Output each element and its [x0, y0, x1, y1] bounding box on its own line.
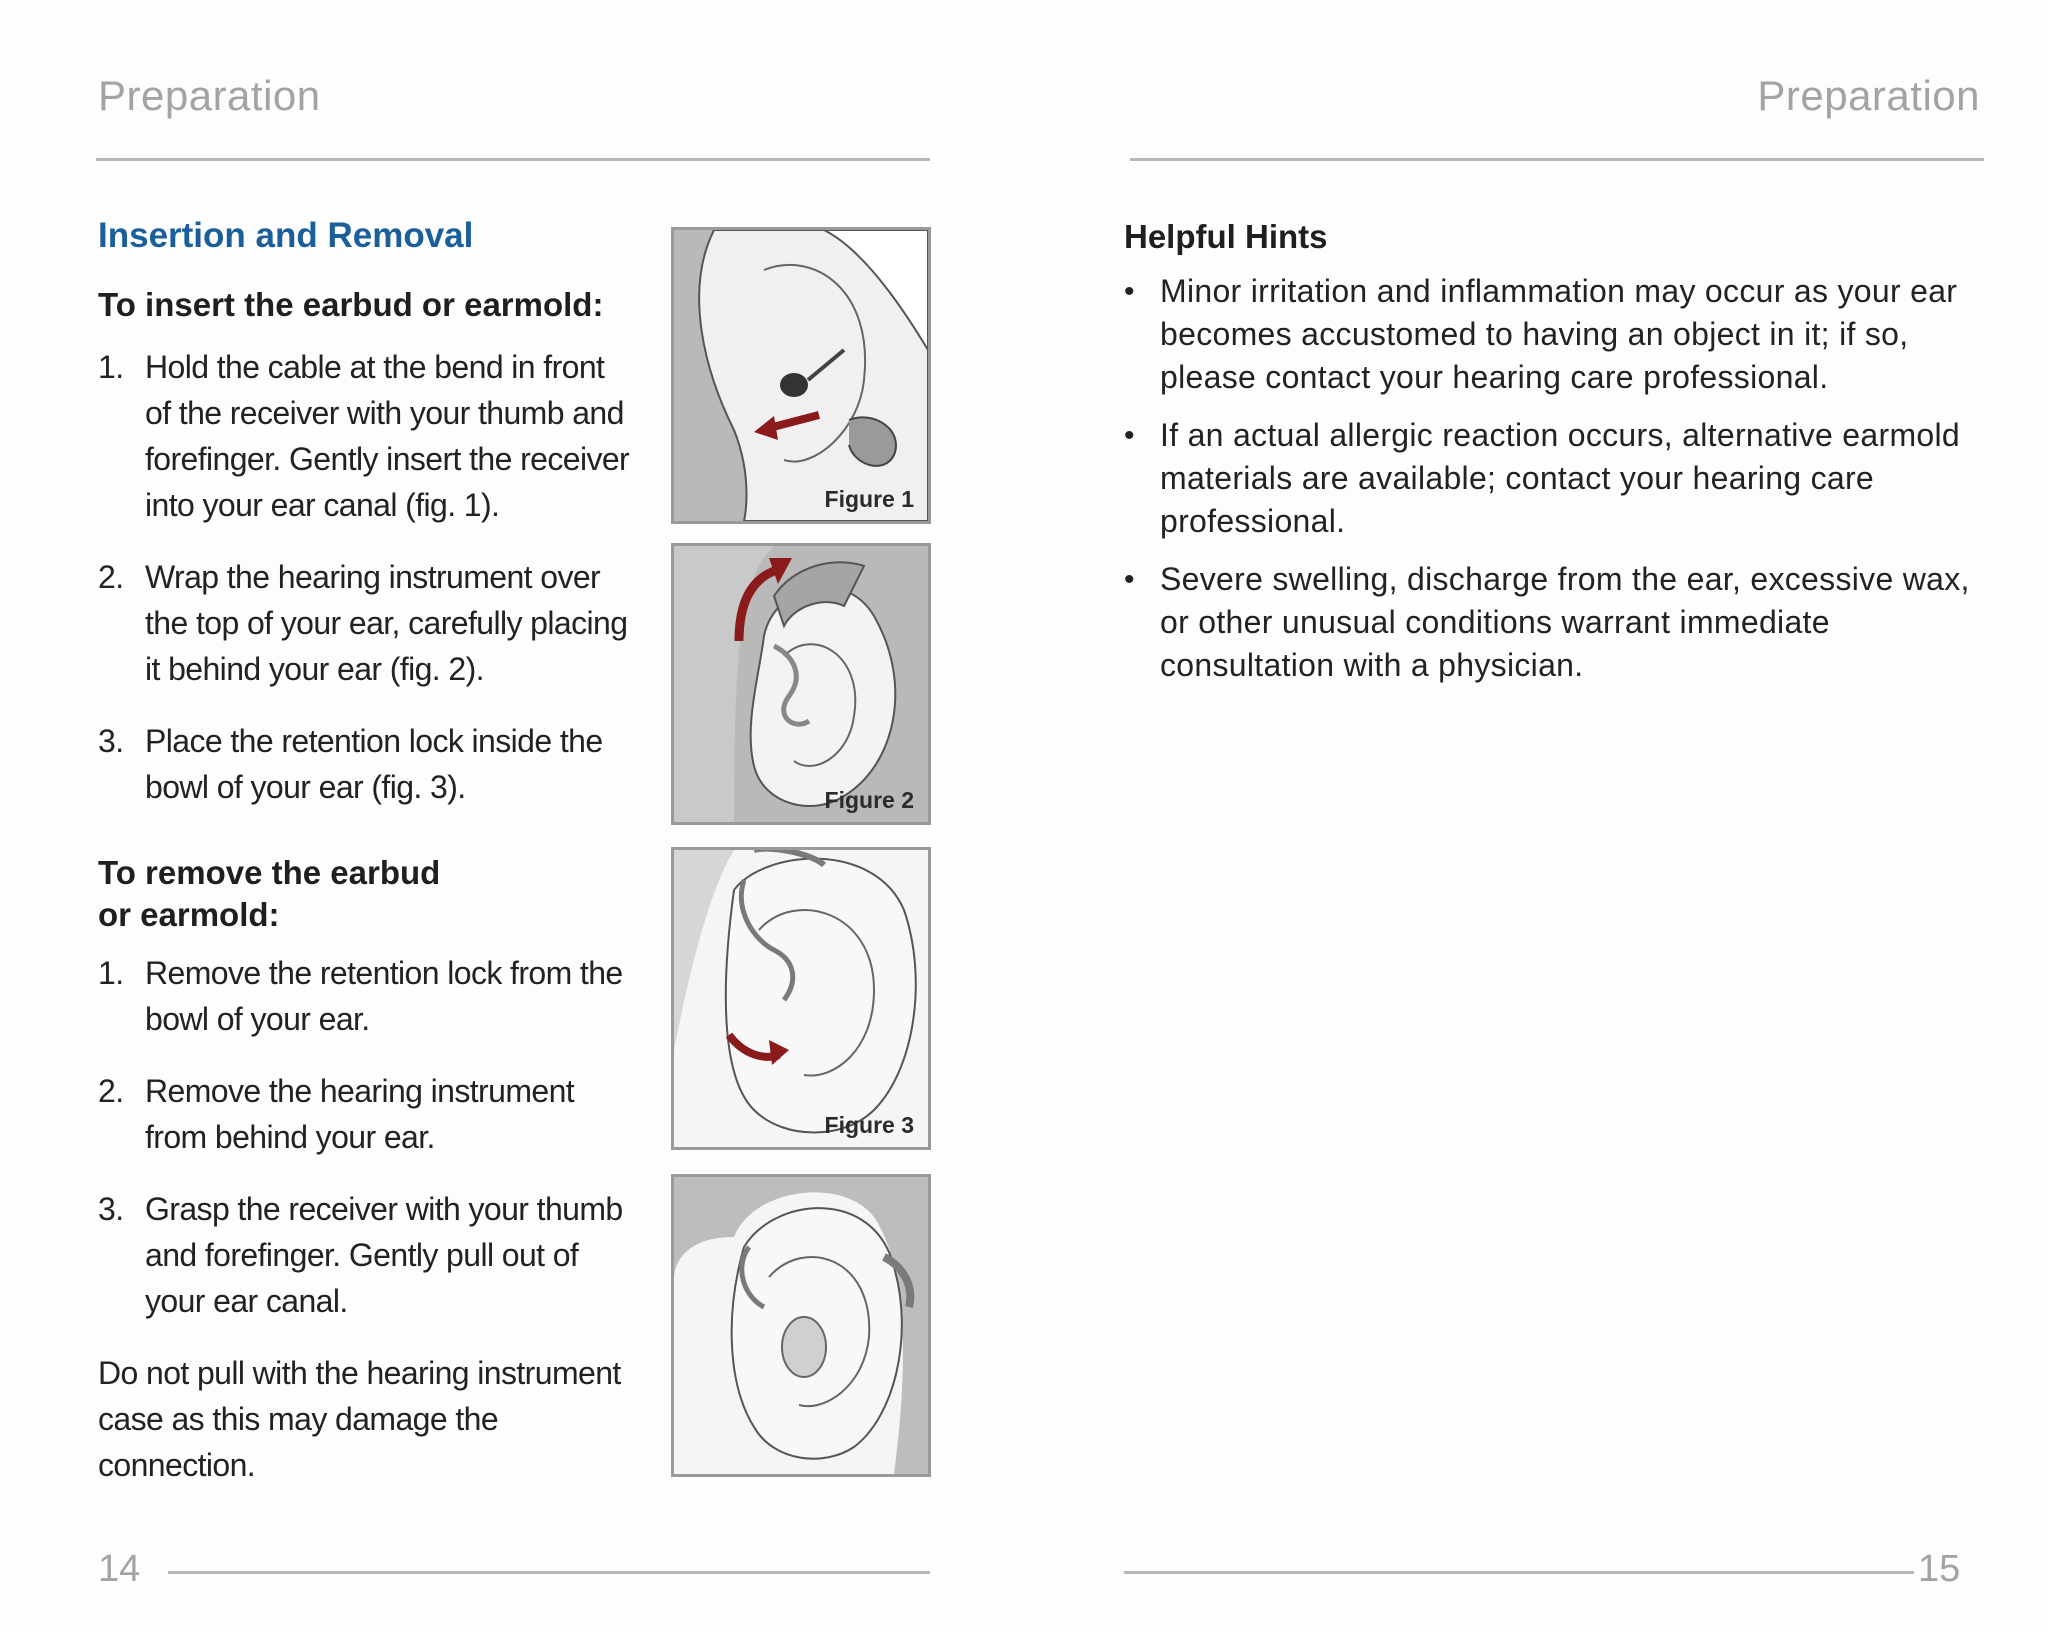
header-divider — [96, 158, 930, 161]
step-number: 2. — [98, 1073, 124, 1109]
page-number: 14 — [98, 1548, 141, 1590]
step-text: Remove the hearing instrument from behind your ear. — [145, 1073, 575, 1155]
step-text: Place the retention lock inside the bowl of your ear (fig. 3). — [145, 723, 603, 805]
hints-list — [1124, 270, 1984, 702]
figure-label: Figure 3 — [824, 1112, 914, 1138]
hint-text: Severe swelling, discharge from the ear, excessive wax, or other unusual conditions warrant immediate consultation with a physician. — [1160, 561, 1970, 683]
bullet-icon: • — [1124, 275, 1135, 308]
step-text: Remove the retention lock from the bowl of your ear. — [145, 955, 623, 1037]
footer-divider — [1124, 1571, 1914, 1574]
remove-subheading — [98, 852, 440, 936]
step-number: 1. — [98, 349, 124, 385]
retention-lock-illustration-icon — [674, 850, 928, 1147]
list-item — [98, 344, 638, 528]
hint-text: Minor irritation and inflammation may occur as your ear becomes accustomed to having an object in it; if so, please contact your hearing care professional. — [1160, 273, 1958, 395]
remove-steps-list — [98, 950, 638, 1350]
figure-4 — [671, 1174, 931, 1477]
helpful-hints-heading: Helpful Hints — [1124, 218, 1328, 255]
ear-insertion-illustration-icon — [674, 230, 928, 521]
list-item — [98, 1068, 638, 1160]
remove-subheading-line1: To remove the earbud — [98, 854, 441, 891]
figure-label: Figure 2 — [824, 787, 914, 813]
list-item — [1124, 270, 1984, 399]
step-number: 3. — [98, 1191, 124, 1227]
figure-1 — [671, 227, 931, 524]
header-divider — [1130, 158, 1984, 161]
remove-subheading-line2: or earmold: — [98, 896, 280, 933]
figure-label: Figure 1 — [824, 486, 914, 512]
page-number: 15 — [1918, 1548, 1961, 1590]
right-page — [1024, 0, 2048, 1632]
list-item — [98, 554, 638, 692]
list-item — [1124, 558, 1984, 687]
list-item — [98, 950, 638, 1042]
step-number: 3. — [98, 723, 124, 759]
step-text: Wrap the hearing instrument over the top of your ear, carefully placing it behind your ear (fig. 2). — [145, 559, 628, 687]
ear-wrap-illustration-icon — [674, 546, 928, 822]
step-text: Grasp the receiver with your thumb and forefinger. Gently pull out of your ear canal. — [145, 1191, 623, 1319]
list-item — [98, 718, 638, 810]
insert-subheading: To insert the earbud or earmold: — [98, 286, 604, 323]
step-text: Hold the cable at the bend in front of the receiver with your thumb and forefinger. Gently insert the receiver into your ear canal (fig. 1). — [145, 349, 630, 523]
section-title: Preparation — [1757, 72, 1980, 119]
hint-text: If an actual allergic reaction occurs, alternative earmold materials are available; contact your hearing care professional. — [1160, 417, 1961, 539]
section-title: Preparation — [98, 72, 321, 119]
insert-steps-list — [98, 344, 638, 836]
list-item — [98, 1186, 638, 1324]
figure-2 — [671, 543, 931, 825]
bullet-icon: • — [1124, 563, 1135, 596]
bullet-icon: • — [1124, 419, 1135, 452]
step-number: 1. — [98, 955, 124, 991]
insertion-removal-heading: Insertion and Removal — [98, 216, 474, 255]
caution-note: Do not pull with the hearing instrument case as this may damage the connection. — [98, 1355, 621, 1483]
figure-3 — [671, 847, 931, 1150]
ear-fitted-illustration-icon — [674, 1177, 928, 1474]
footer-divider — [168, 1571, 930, 1574]
step-number: 2. — [98, 559, 124, 595]
list-item — [1124, 414, 1984, 543]
